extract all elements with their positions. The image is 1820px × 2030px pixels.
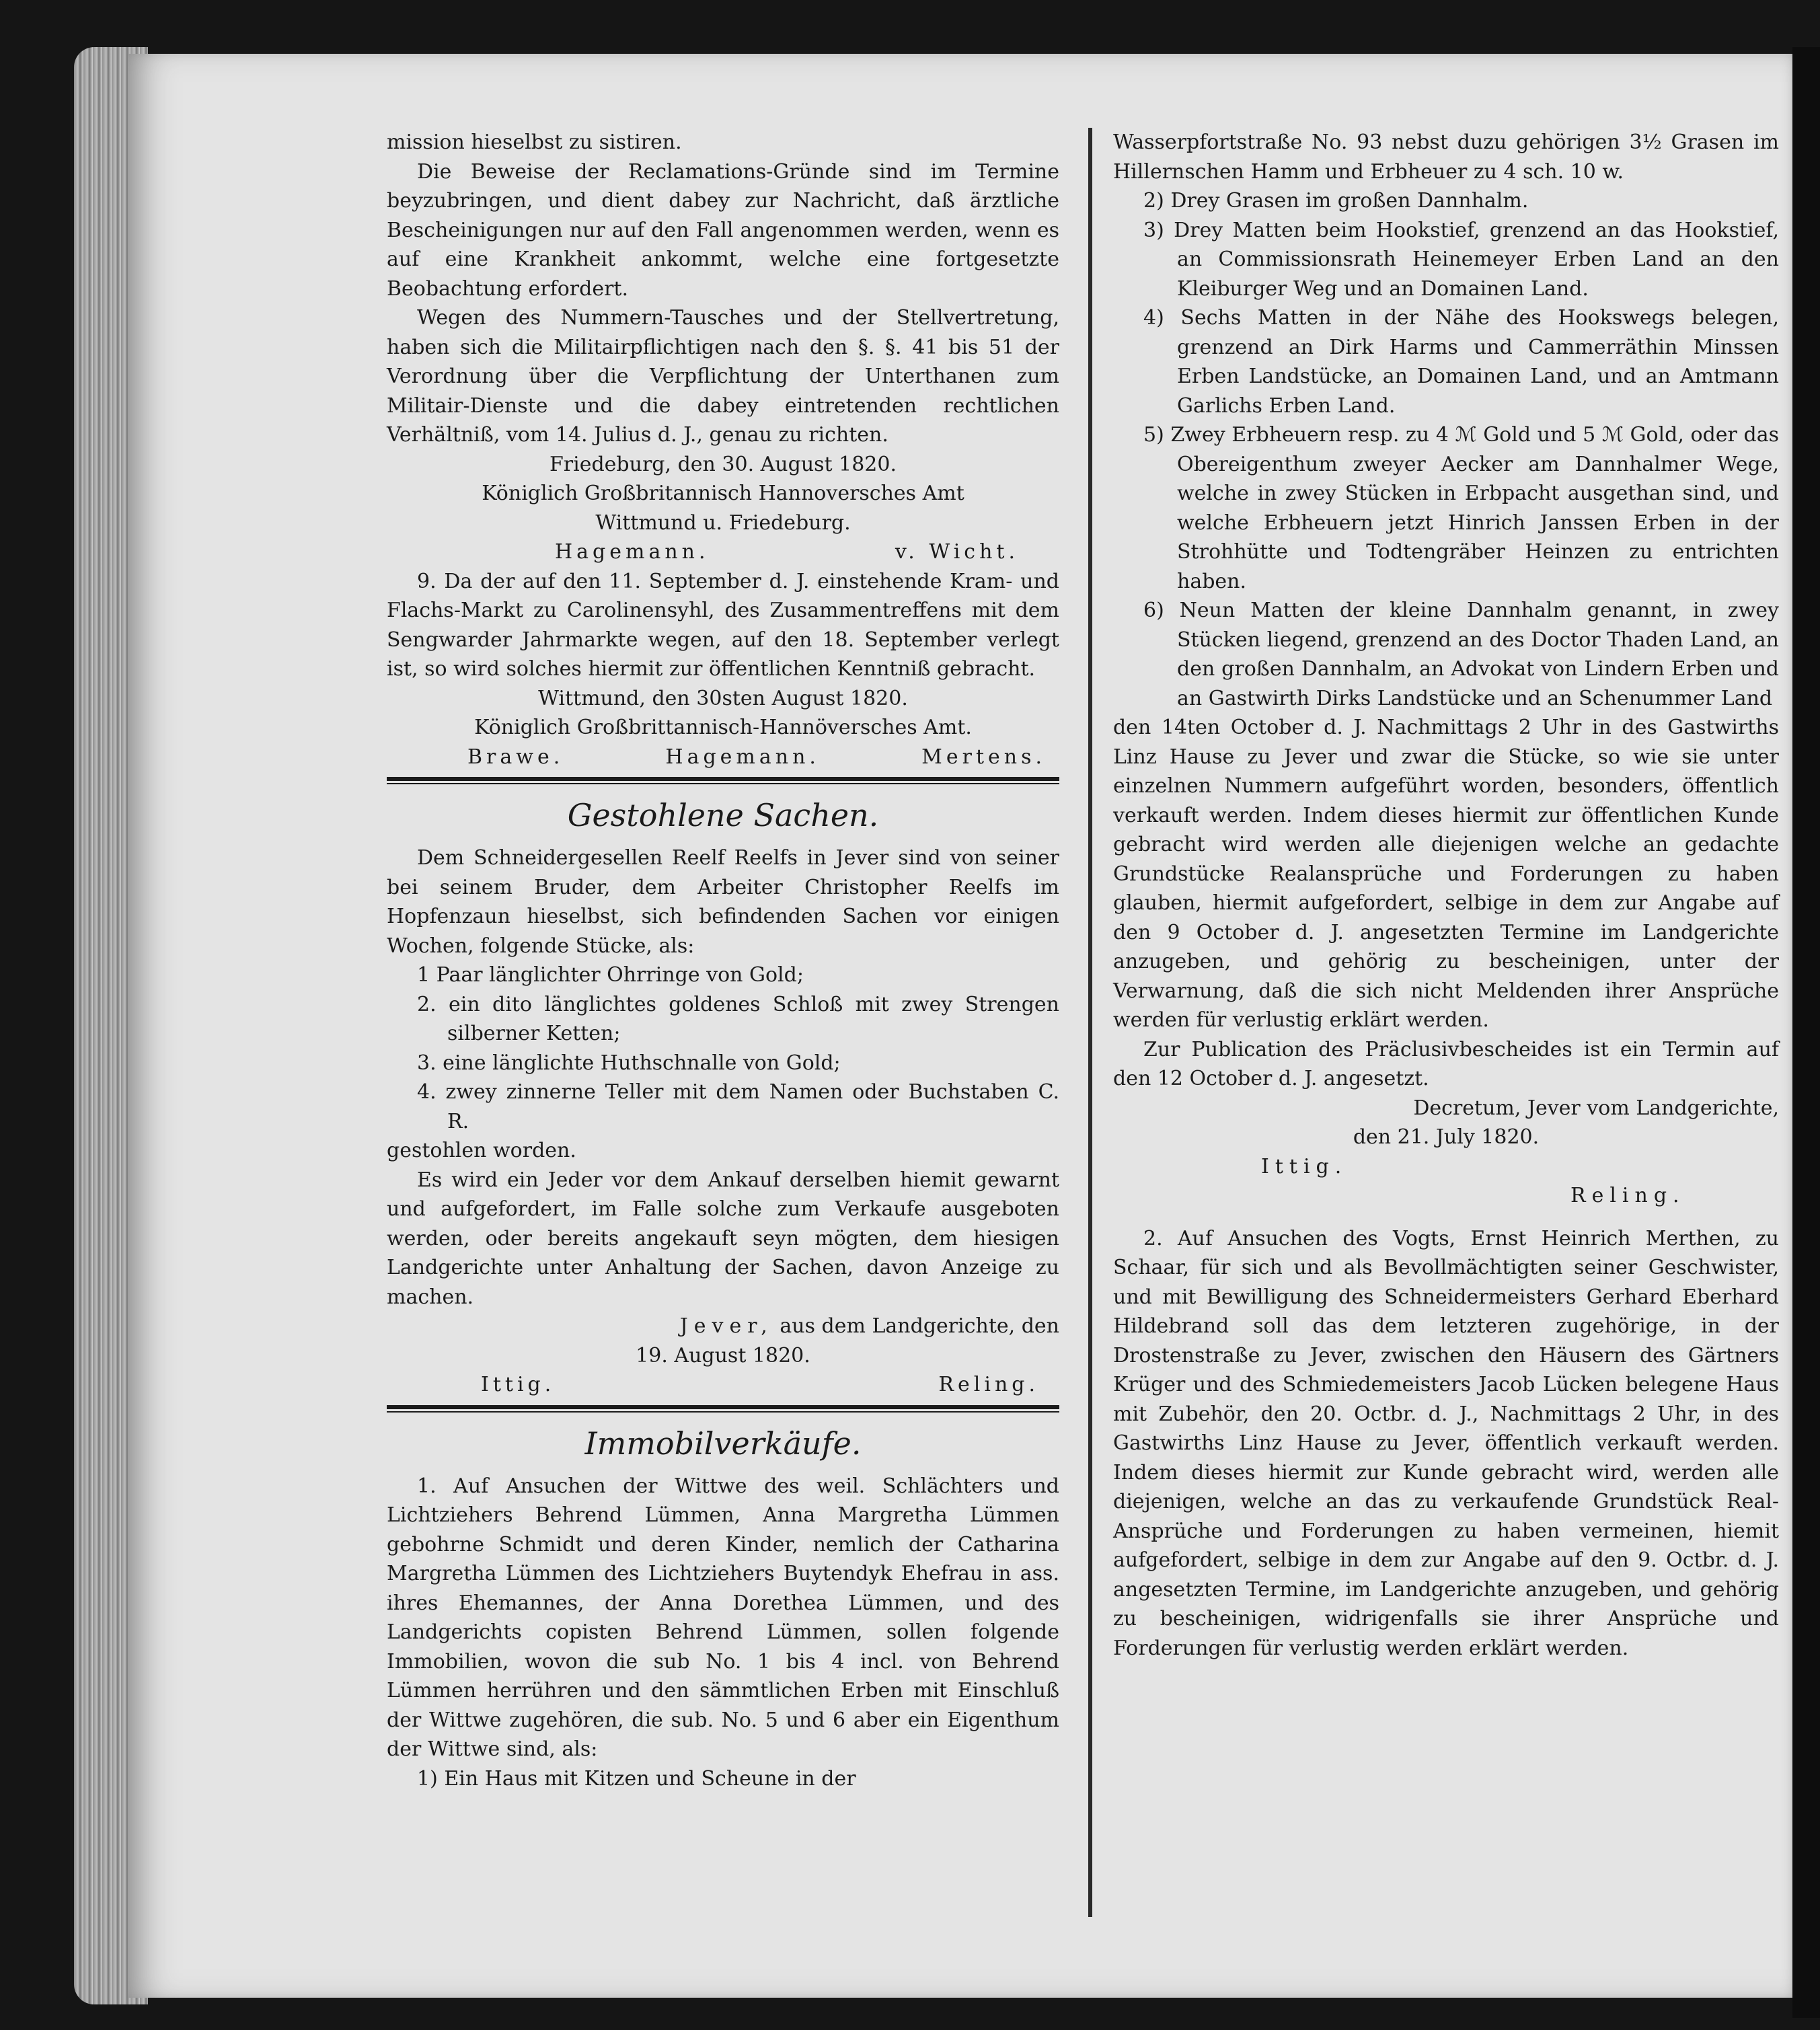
list-item-text: Sechs Matten in der Nähe des Hookswegs belegen, grenzend an Dirk Harms und Cammerräthin Minssen Erben Landstücke, an Domainen Land, und an Amtmann Garlichs Erben Land.	[1177, 306, 1779, 418]
paragraph: 1) Ein Haus mit Kitzen und Scheune in der	[417, 1766, 856, 1791]
dateline: den 21. July 1820.	[1353, 1125, 1540, 1149]
section-rule	[387, 777, 1059, 784]
property-list	[1113, 186, 1779, 713]
left-column	[387, 128, 1059, 1793]
signature: v. Wicht.	[895, 540, 1019, 564]
list-item	[1113, 186, 1779, 216]
paragraph: Es wird ein Jeder vor dem Ankauf derselben hiemit gewarnt und aufgefordert, im Falle solche zum Verkaufe ausgeboten werden, oder bereits angekauft seyn mögten, dem hiesigen Landgerichte unter Anhaltung der Sachen, davon Anzeige zu machen.	[387, 1168, 1059, 1309]
list-item-number: 5)	[1143, 423, 1164, 447]
paragraph: 2. Auf Ansuchen des Vogts, Ernst Heinrich Merthen, zu Schaar, für sich und als Bevollmächtigten seiner Geschwister, und mit Bewilligung des Schneidermeisters Gerhard Eberhard Hildebrand soll das dem letzteren zugehörige, in der Drostenstraße zu Jever, zwischen den Häusern des Gärtners Krüger und des Schmiedemeisters Jacob Lücken belegene Haus mit Zubehör, den 20. Octbr. d. J., Nachmittags 2 Uhr, in des Gastwirths Linz Hause zu Jever, öffentlich verkauft werden. Indem dieses hiermit zur Kunde gebracht wird, werden alle diejenigen, welche an das zu verkaufende Grundstück Real-Ansprüche und Forderungen zu haben vermeinen, hiemit aufgefordert, selbige in dem zur Angabe auf den 9. Octbr. d. J. angesetzten Termine, im Landgerichte anzugeben, und gehörig zu bescheinigen, widrigenfalls sie ihrer Ansprüche und Forderungen für verlustig werden erklärt werden.	[1113, 1226, 1779, 1660]
section-heading: Gestohlene Sachen.	[567, 797, 879, 833]
paragraph: 1. Auf Ansuchen der Wittwe des weil. Schlächters und Lichtziehers Behrend Lümmen, Anna Margretha Lümmen gebohrne Schmidt und deren Kinder, nemlich der Catharina Margretha Lümmen des Lichtziehers Buytendyk Ehefrau in ass. ihres Ehemannes, der Anna Dorethea Lümmen, und des Landgerichts copisten Behrend Lümmen, sollen folgende Immobilien, wovon die sub No. 1 bis 4 incl. von Behrend Lümmen herrühren und den sämmtlichen Erben mit Einschluß der Wittwe zugehören, die sub. No. 5 und 6 aber ein Eigenthum der Wittwe sind, als:	[387, 1474, 1059, 1761]
paragraph: Dem Schneidergesellen Reelf Reelfs in Jever sind von seiner bei seinem Bruder, dem Arbeiter Christopher Reelfs im Hopfenzaun hieselbst, sich befindenden Sachen vor einigen Wochen, folgende Stücke, als:	[387, 846, 1059, 958]
dateline: 19. August 1820.	[636, 1343, 810, 1367]
scan-edge	[1792, 47, 1820, 2018]
signature: Hagemann.	[665, 745, 820, 769]
list-item	[1113, 596, 1779, 713]
list-item-text: Paar länglichter Ohrringe von Gold;	[436, 963, 804, 987]
list-item-text: zwey zinnerne Teller mit dem Namen oder Buchstaben C. R.	[445, 1080, 1059, 1133]
list-item	[1113, 216, 1779, 304]
list-item-text: ein dito länglichtes goldenes Schloß mit zwey Strengen silberner Ketten;	[447, 992, 1060, 1045]
list-item	[387, 990, 1059, 1049]
signature: Ittig.	[481, 1373, 556, 1396]
list-item-text: eine länglichte Huthschnalle von Gold;	[443, 1051, 841, 1075]
paragraph: Wasserpfortstraße No. 93 nebst duzu gehörigen 3½ Grasen im Hillernschen Hamm und Erbheuer zu 4 sch. 10 w.	[1113, 130, 1779, 184]
list-item	[1113, 303, 1779, 420]
signature: Mertens.	[921, 745, 1046, 769]
office-name: Wittmund u. Friedeburg.	[595, 511, 851, 535]
dateline-rest: aus dem Landgerichte, den	[780, 1314, 1059, 1338]
signature: Reling.	[938, 1373, 1039, 1396]
list-item-number: 4)	[1143, 306, 1164, 330]
list-item	[1113, 420, 1779, 596]
right-column	[1113, 128, 1779, 1663]
list-item-number: 1	[417, 963, 430, 987]
paragraph: 9. Da der auf den 11. September d. J. einstehende Kram- und Flachs-Markt zu Carolinensyhl, des Zusammentreffens mit dem Sengwarder Jahrmarkte wegen, auf den 18. September verlegt ist, so wird solches hiermit zur öffentlichen Kenntniß gebracht.	[387, 569, 1059, 681]
paragraph: den 14ten October d. J. Nachmittags 2 Uhr in des Gastwirths Linz Hause zu Jever und zwar die Stücke, so wie sie unter einzelnen Nummern aufgeführt worden, besonders, öffentlich verkauft werden. Indem dieses hiermit zur öffentlichen Kunde gebracht wird werden alle diejenigen welche an gedachte Grundstücke Realansprüche und Forderungen zu haben glauben, hiermit aufgefordert, selbige in dem zur Angabe auf den 9 October d. J. angesetzten Termine im Landgerichte anzugeben, und gehörig zu bescheinigen, unter der Verwarnung, daß die sich nicht Meldenden ihrer Ansprüche werden für verlustig erklärt werden.	[1113, 716, 1779, 1032]
list-item-text: Zwey Erbheuern resp. zu 4 ℳ Gold und 5 ℳ Gold, oder das Obereigenthum zweyer Aecker am Dannhalmer Wege, welche in zwey Stücken in Erbpacht ausgethan sind, und welche Erbheuern jetzt Hinrich Janssen Erben in der Strohhütte und Todtengräber Heinzen zu entrichten haben.	[1170, 423, 1779, 593]
dateline	[387, 1312, 1059, 1341]
list-item-text: Drey Grasen im großen Dannhalm.	[1170, 189, 1529, 213]
signature-line	[387, 1370, 1059, 1400]
paragraph: Wegen des Nummern-Tausches und der Stellvertretung, haben sich die Militairpflichtigen nach den §. §. 41 bis 51 der Verordnung über die Verpflichtung der Unterthanen zum Militair-Dienste und die dabey eintretenden rechtlichen Verhältniß, vom 14. Julius d. J., genau zu richten.	[387, 306, 1059, 447]
list-item-number: 6)	[1143, 599, 1164, 622]
paragraph: Die Beweise der Reclamations-Gründe sind im Termine beyzubringen, und dient dabey zur Nachricht, daß ärztliche Bescheinigungen nur auf den Fall angenommen werden, wenn es auf eine Krankheit ankommt, welche eine fortgesetzte Beobachtung erfordert.	[387, 159, 1059, 301]
place-name: Jever,	[679, 1314, 773, 1338]
signature-line	[387, 537, 1059, 567]
list-item-number: 3)	[1143, 218, 1164, 242]
decretum-line: Decretum, Jever vom Landgerichte,	[1413, 1096, 1779, 1120]
paragraph: gestohlen worden.	[387, 1139, 576, 1162]
list-item-number: 3.	[417, 1051, 437, 1075]
office-name: Königlich Großbritannisch Hannoversches Amt	[482, 482, 964, 505]
office-name: Königlich Großbrittannisch-Hannöversches Amt.	[474, 716, 972, 739]
dateline: Friedeburg, den 30. August 1820.	[549, 452, 897, 476]
column-divider	[1088, 128, 1092, 1917]
list-item	[387, 961, 1059, 990]
list-item-text: Neun Matten der kleine Dannhalm genannt, in zwey Stücken liegend, grenzend an des Doctor Thaden Land, an den großen Dannhalm, an Advokat von Lindern Erben und an Gastwirth Dirks Landstücke und an Schenummer Land	[1177, 599, 1779, 710]
list-item-number: 4.	[417, 1080, 437, 1104]
signature: Ittig.	[1261, 1154, 1348, 1178]
section-rule	[387, 1405, 1059, 1413]
signature-line	[387, 743, 1059, 772]
list-item	[387, 1078, 1059, 1136]
stolen-items-list	[387, 961, 1059, 1136]
signature: Reling.	[1570, 1184, 1685, 1207]
section-heading: Immobilverkäufe.	[584, 1425, 862, 1462]
spacer	[1113, 1211, 1779, 1224]
list-item-number: 2)	[1143, 189, 1164, 213]
dateline: Wittmund, den 30sten August 1820.	[538, 686, 908, 710]
paragraph: mission hieselbst zu sistiren.	[387, 130, 682, 154]
signature: Hagemann.	[555, 540, 710, 564]
list-item-text: Drey Matten beim Hookstief, grenzend an das Hookstief, an Commissionsrath Heinemeyer Erben Land an den Kleiburger Weg und an Domainen Land.	[1174, 218, 1779, 301]
paragraph: Zur Publication des Präclusivbescheides ist ein Termin auf den 12 October d. J. angesetzt.	[1113, 1037, 1779, 1090]
signature: Brawe.	[467, 745, 564, 769]
list-item-number: 2.	[417, 992, 437, 1016]
list-item	[387, 1049, 1059, 1078]
